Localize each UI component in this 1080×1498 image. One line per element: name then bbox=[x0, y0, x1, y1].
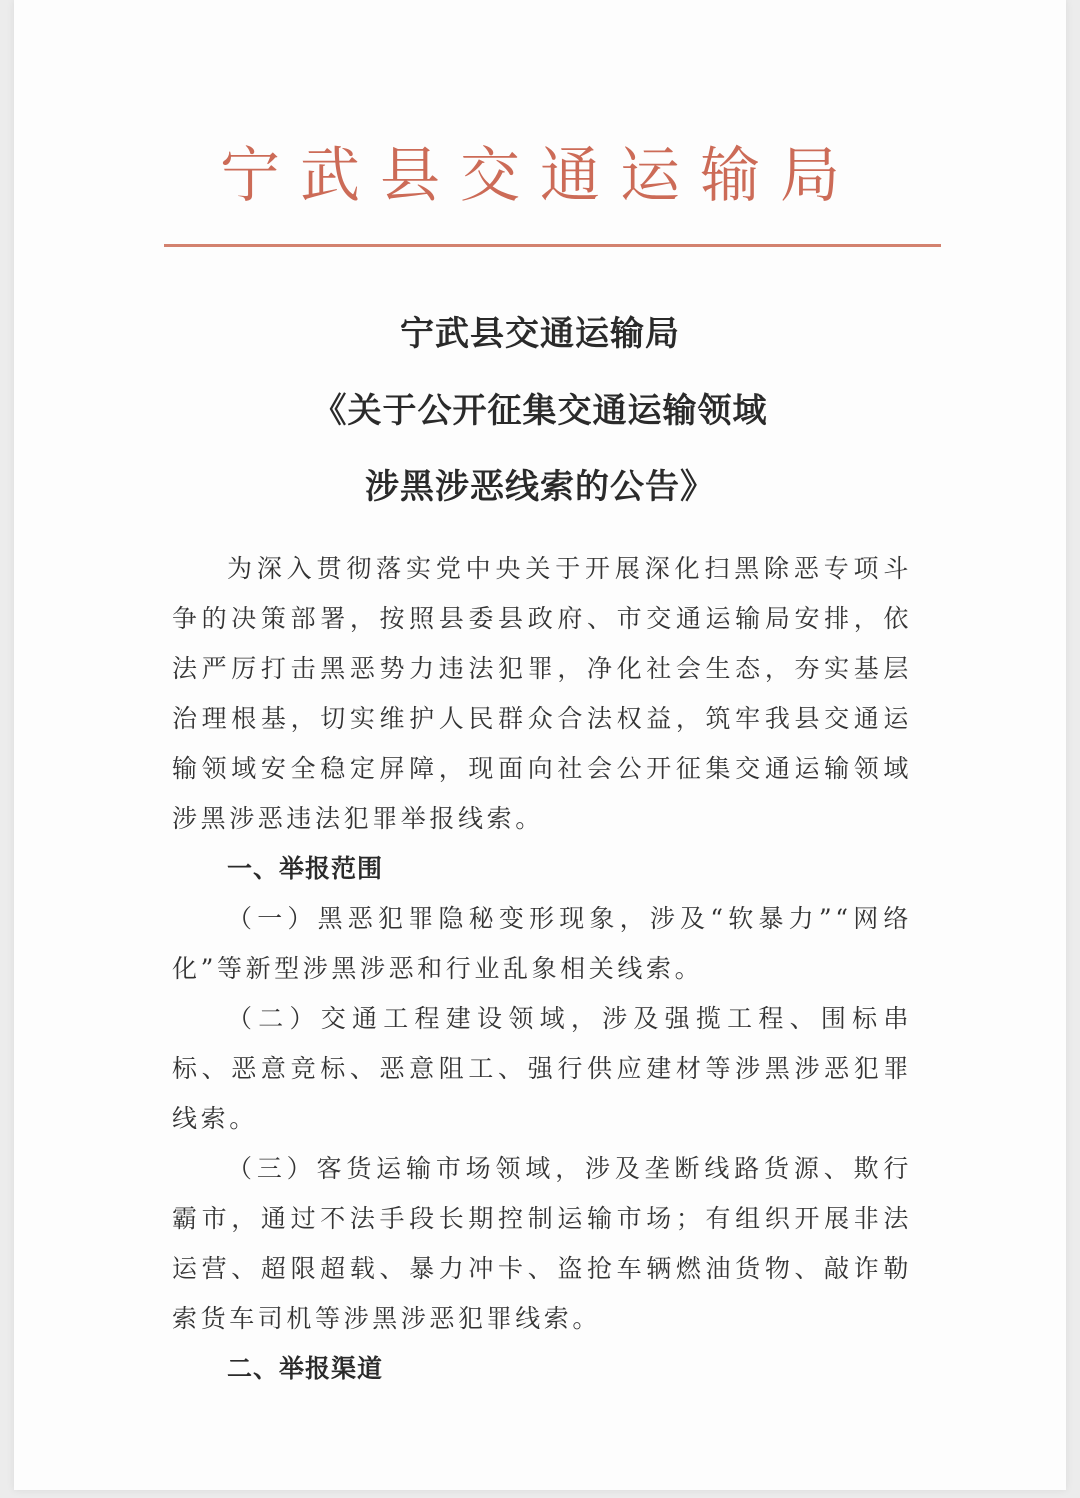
letterhead-title: 宁武县交通运输局 bbox=[220, 141, 860, 211]
intro-paragraph: 为深入贯彻落实党中央关于开展深化扫黑除恶专项斗争的决策部署，按照县委县政府、市交通运输局安排，依法严厉打击黑恶势力违法犯罪，净化社会生态，夯实基层治理根基，切实维护人民群众合法权益，筑牢我县交通运输领域安全稳定屏障，现面向社会公开征集交通运输领域涉黑涉恶违法犯罪举报线索。 bbox=[172, 554, 912, 833]
section-heading-channels: 二、举报渠道 bbox=[227, 1354, 384, 1383]
scope-item-2: （二）交通工程建设领域，涉及强揽工程、围标串标、恶意竞标、恶意阻工、强行供应建材等涉黑涉恶犯罪线索。 bbox=[172, 1004, 912, 1133]
scope-item-3: （三）客货运输市场领域，涉及垄断线路货源、欺行霸市，通过不法手段长期控制运输市场；有组织开展非法运营、超限超载、暴力冲卡、盗抢车辆燃油货物、敲诈勒索货车司机等涉黑涉恶犯罪线索。 bbox=[172, 1154, 912, 1333]
section-heading-scope: 一、举报范围 bbox=[227, 854, 384, 883]
notice-body bbox=[172, 544, 912, 1394]
notice-title-line-3: 涉黑涉恶线索的公告》 bbox=[365, 467, 715, 507]
notice-title-line-2: 《关于公开征集交通运输领域 bbox=[312, 391, 768, 431]
scope-item-1: （一）黑恶犯罪隐秘变形现象，涉及“软暴力”“网络化”等新型涉黑涉恶和行业乱象相关线索。 bbox=[172, 904, 912, 983]
letterhead-red-rule bbox=[164, 244, 941, 247]
notice-title-issuer: 宁武县交通运输局 bbox=[400, 314, 680, 354]
document-page bbox=[14, 0, 1066, 1490]
